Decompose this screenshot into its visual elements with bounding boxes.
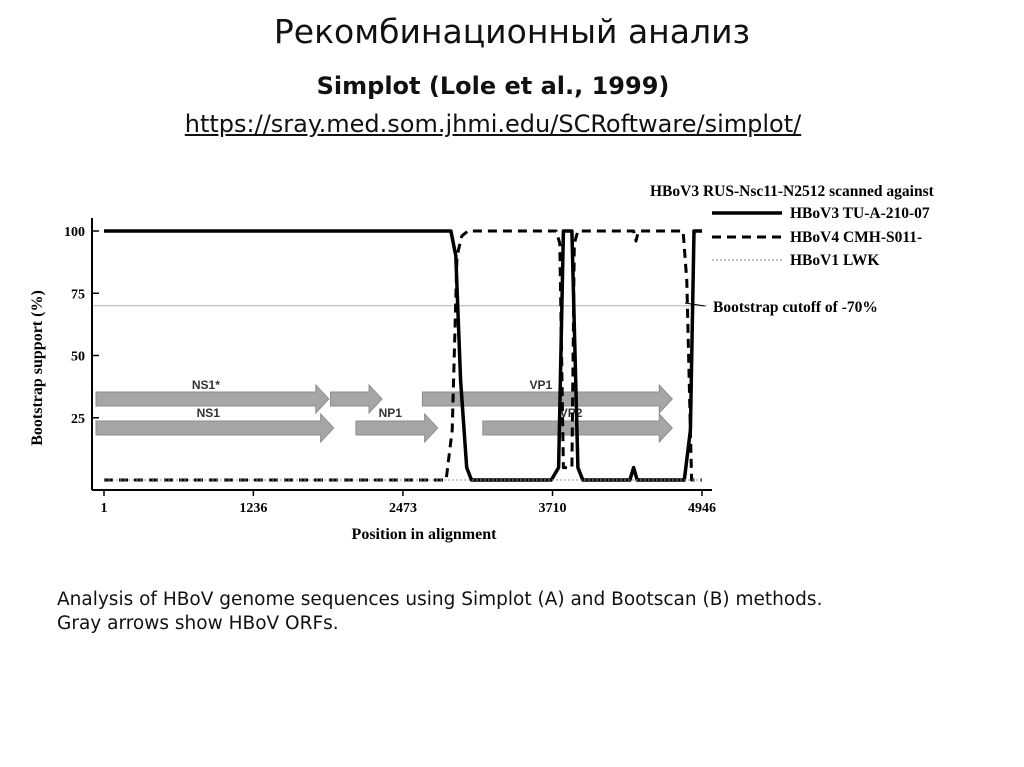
x-tick-labels	[101, 490, 717, 516]
figure-caption	[57, 588, 957, 636]
orf-label: VP1	[529, 378, 553, 392]
orf-label: NS1	[196, 406, 220, 420]
legend-label-dashed: HBoV4 CMH-S011-	[790, 229, 923, 246]
orf-arrow	[330, 385, 382, 413]
legend-label-dotted: HBoV1 LWK	[790, 252, 880, 269]
x-tick-label: 2473	[388, 501, 417, 516]
x-tick-label: 1	[100, 501, 108, 516]
x-axis-label: Position in alignment	[351, 526, 497, 543]
x-tick-label: 1236	[239, 501, 268, 516]
slide-subtitle: Simplot (Lole et al., 1999)	[316, 72, 670, 100]
chart-axes	[92, 218, 712, 490]
x-tick-label: 4946	[688, 501, 716, 516]
x-tick-label: 3710	[538, 501, 567, 516]
orf-label: NS1*	[191, 378, 220, 392]
caption-line-2: Gray arrows show HBoV ORFs.	[57, 613, 339, 634]
legend-title: HBoV3 RUS-Nsc11-N2512 scanned against	[650, 183, 934, 200]
caption-line-1: Analysis of HBoV genome sequences using Simplot (A) and Bootscan (B) methods.	[57, 589, 823, 610]
orf-label: NP1	[378, 406, 402, 420]
series-line-solid	[104, 231, 702, 480]
cutoff-label: Bootstrap cutoff of -70%	[713, 299, 878, 316]
legend-label-solid: HBoV3 TU-A-210-07	[790, 205, 930, 222]
y-tick-labels	[64, 225, 99, 427]
y-tick-label: 75	[71, 287, 85, 303]
simplot-link[interactable]: https://sray.med.som.jhmi.edu/SCRoftware/simplot/	[184, 110, 802, 138]
series-line-dashed	[104, 231, 702, 480]
orf-label: VP2	[559, 406, 583, 420]
y-tick-label: 25	[71, 411, 85, 427]
y-tick-label: 50	[71, 349, 85, 365]
chart-series	[104, 231, 702, 480]
slide-title: Рекомбинационный анализ	[273, 12, 751, 51]
orf-arrows	[96, 378, 672, 442]
y-axis-label: Bootstrap support (%)	[29, 290, 46, 446]
y-tick-label: 100	[64, 225, 85, 240]
